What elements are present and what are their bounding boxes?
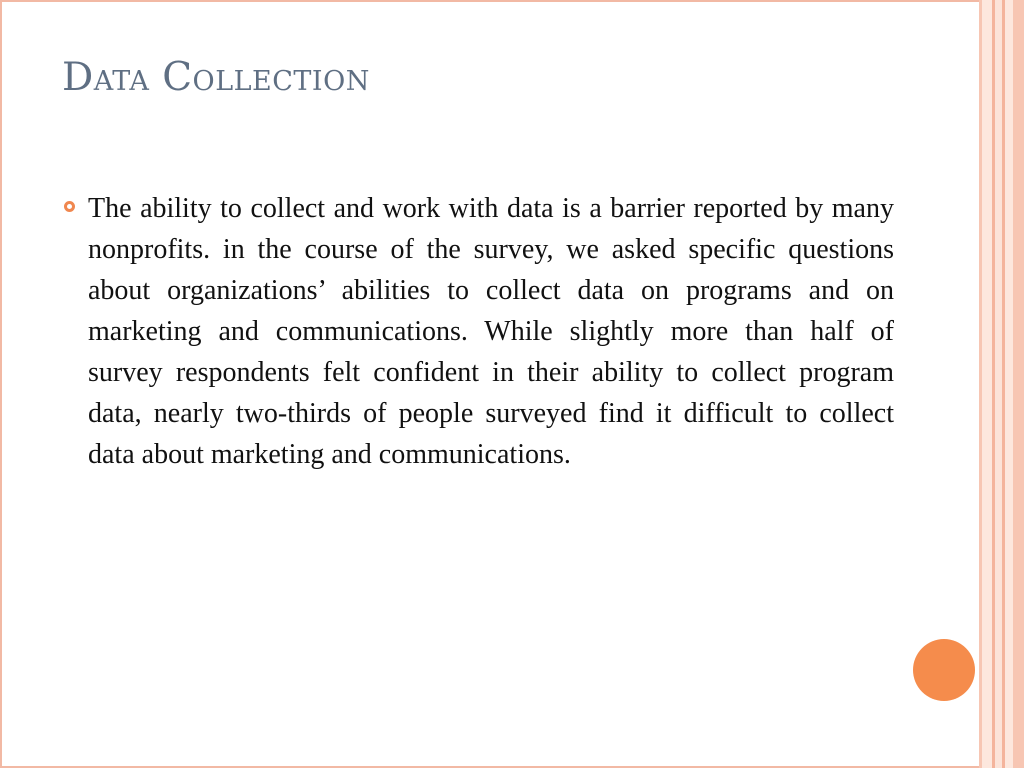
- decorative-stripe: [1005, 0, 1013, 768]
- bullet-ring-icon: [64, 201, 75, 212]
- slide-title: Data Collection: [62, 55, 370, 100]
- decorative-stripe: [1013, 0, 1024, 768]
- decorative-circle-icon: [913, 639, 975, 701]
- decorative-stripe: [995, 0, 1002, 768]
- slide-border-left: [0, 0, 2, 768]
- bullet-text: The ability to collect and work with data is a barrier reported by many nonprofits. in the course of the survey, we asked specific questions about organizations’ abilities to collect data on programs and on marketing and communications. While slightly more than half of survey respondents felt confident in their ability to collect program data, nearly two-thirds of people surveyed find it difficult to collect data about marketing and communications.: [88, 193, 894, 470]
- decorative-stripe: [982, 0, 992, 768]
- bullet-item: [64, 188, 894, 475]
- slide-border-top: [0, 0, 1024, 2]
